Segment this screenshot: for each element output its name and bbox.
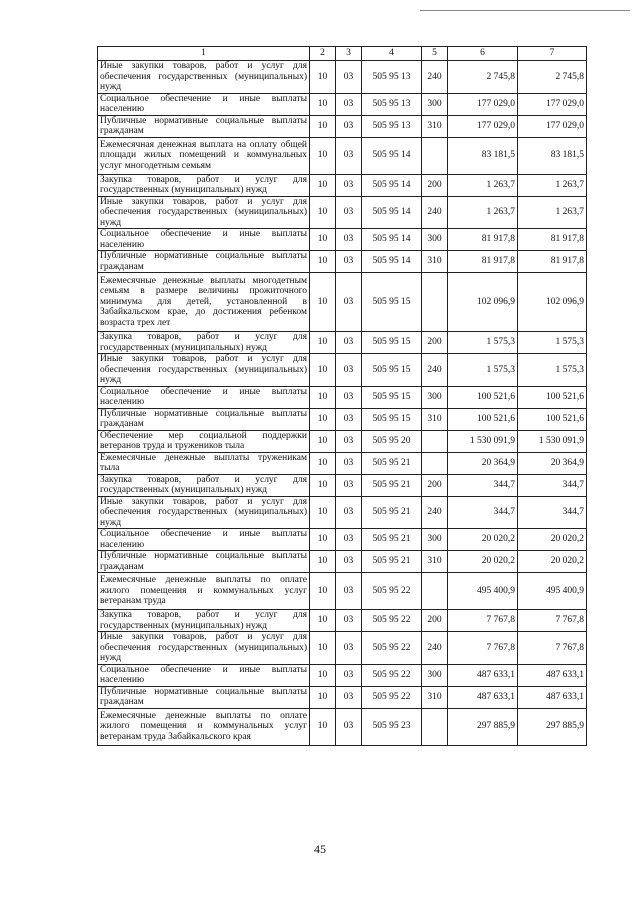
cell-rz: 10 <box>310 196 336 229</box>
cell-v1: 7 767,8 <box>448 610 518 632</box>
cell-v2: 297 885,9 <box>518 708 587 745</box>
cell-rz: 10 <box>310 273 336 332</box>
cell-v2: 344,7 <box>518 496 587 529</box>
table-row <box>98 273 587 332</box>
cell-vr: 200 <box>422 332 448 354</box>
table-body <box>98 61 587 746</box>
column-header: 1 <box>98 47 310 61</box>
cell-v2: 7 767,8 <box>518 610 587 632</box>
cell-pr: 03 <box>336 610 362 632</box>
table-row <box>98 573 587 610</box>
cell-name: Социальное обеспечение и иные выплаты населению <box>98 229 310 251</box>
table-header <box>98 47 587 61</box>
cell-v1: 81 917,8 <box>448 229 518 251</box>
cell-v1: 177 029,0 <box>448 115 518 137</box>
cell-pr: 03 <box>336 229 362 251</box>
cell-pr: 03 <box>336 93 362 115</box>
table-row <box>98 708 587 745</box>
cell-vr <box>422 273 448 332</box>
cell-vr: 240 <box>422 61 448 94</box>
cell-v2: 20 020,2 <box>518 529 587 551</box>
cell-name: Публичные нормативные социальные выплаты гражданам <box>98 251 310 273</box>
cell-name: Закупка товаров, работ и услуг для государственных (муниципальных) нужд <box>98 332 310 354</box>
cell-v1: 83 181,5 <box>448 137 518 174</box>
cell-v2: 1 263,7 <box>518 174 587 196</box>
cell-rz: 10 <box>310 354 336 387</box>
cell-rz: 10 <box>310 93 336 115</box>
budget-table <box>97 46 587 746</box>
cell-v2: 2 745,8 <box>518 61 587 94</box>
cell-rz: 10 <box>310 529 336 551</box>
cell-v2: 487 633,1 <box>518 686 587 708</box>
cell-rz: 10 <box>310 408 336 430</box>
cell-v1: 100 521,6 <box>448 386 518 408</box>
cell-vr: 300 <box>422 529 448 551</box>
cell-pr: 03 <box>336 452 362 474</box>
cell-rz: 10 <box>310 496 336 529</box>
cell-rz: 10 <box>310 686 336 708</box>
cell-v1: 1 263,7 <box>448 174 518 196</box>
cell-name: Иные закупки товаров, работ и услуг для обеспечения государственных (муниципальных) нужд <box>98 496 310 529</box>
cell-pr: 03 <box>336 354 362 387</box>
cell-vr: 300 <box>422 664 448 686</box>
cell-name: Социальное обеспечение и иные выплаты населению <box>98 386 310 408</box>
table-row <box>98 61 587 94</box>
cell-name: Закупка товаров, работ и услуг для государственных (муниципальных) нужд <box>98 474 310 496</box>
cell-v2: 487 633,1 <box>518 664 587 686</box>
cell-pr: 03 <box>336 196 362 229</box>
cell-csr: 505 95 14 <box>362 137 422 174</box>
cell-vr: 310 <box>422 408 448 430</box>
cell-csr: 505 95 15 <box>362 354 422 387</box>
cell-vr: 310 <box>422 115 448 137</box>
table-row <box>98 496 587 529</box>
cell-name: Публичные нормативные социальные выплаты гражданам <box>98 686 310 708</box>
cell-name: Публичные нормативные социальные выплаты гражданам <box>98 408 310 430</box>
cell-v2: 495 400,9 <box>518 573 587 610</box>
cell-rz: 10 <box>310 573 336 610</box>
cell-name: Публичные нормативные социальные выплаты гражданам <box>98 115 310 137</box>
cell-csr: 505 95 13 <box>362 61 422 94</box>
table-row <box>98 196 587 229</box>
cell-rz: 10 <box>310 474 336 496</box>
cell-pr: 03 <box>336 529 362 551</box>
cell-v1: 177 029,0 <box>448 93 518 115</box>
cell-csr: 505 95 15 <box>362 386 422 408</box>
cell-v1: 344,7 <box>448 496 518 529</box>
cell-vr: 300 <box>422 229 448 251</box>
table-row <box>98 686 587 708</box>
cell-csr: 505 95 22 <box>362 664 422 686</box>
cell-v2: 83 181,5 <box>518 137 587 174</box>
cell-csr: 505 95 21 <box>362 474 422 496</box>
cell-rz: 10 <box>310 229 336 251</box>
column-header: 2 <box>310 47 336 61</box>
cell-vr: 310 <box>422 551 448 573</box>
cell-pr: 03 <box>336 115 362 137</box>
cell-v1: 2 745,8 <box>448 61 518 94</box>
table-row <box>98 251 587 273</box>
cell-csr: 505 95 14 <box>362 251 422 273</box>
cell-vr: 200 <box>422 174 448 196</box>
cell-name: Ежемесячные денежные выплаты по оплате жилого помещения и коммунальных услуг ветеранам труда Забайкальского края <box>98 708 310 745</box>
cell-v2: 1 530 091,9 <box>518 430 587 452</box>
table-row <box>98 632 587 665</box>
table-row <box>98 332 587 354</box>
cell-v1: 297 885,9 <box>448 708 518 745</box>
cell-rz: 10 <box>310 452 336 474</box>
cell-rz: 10 <box>310 137 336 174</box>
cell-v1: 344,7 <box>448 474 518 496</box>
cell-csr: 505 95 13 <box>362 93 422 115</box>
table-row <box>98 408 587 430</box>
cell-vr: 300 <box>422 93 448 115</box>
cell-pr: 03 <box>336 632 362 665</box>
cell-pr: 03 <box>336 430 362 452</box>
cell-v2: 177 029,0 <box>518 93 587 115</box>
cell-v1: 102 096,9 <box>448 273 518 332</box>
cell-v2: 1 575,3 <box>518 332 587 354</box>
cell-rz: 10 <box>310 708 336 745</box>
cell-vr: 240 <box>422 496 448 529</box>
cell-name: Ежемесячные денежные выплаты многодетным семьям в размере величины прожиточного минимума для детей, установленной в Забайкальском крае, до достижения ребенком возраста трех лет <box>98 273 310 332</box>
cell-pr: 03 <box>336 61 362 94</box>
column-header: 5 <box>422 47 448 61</box>
cell-pr: 03 <box>336 474 362 496</box>
column-header: 4 <box>362 47 422 61</box>
cell-v2: 102 096,9 <box>518 273 587 332</box>
cell-pr: 03 <box>336 137 362 174</box>
cell-csr: 505 95 14 <box>362 229 422 251</box>
cell-csr: 505 95 22 <box>362 573 422 610</box>
cell-name: Социальное обеспечение и иные выплаты населению <box>98 664 310 686</box>
cell-pr: 03 <box>336 386 362 408</box>
table-row <box>98 354 587 387</box>
table-row <box>98 430 587 452</box>
cell-v1: 81 917,8 <box>448 251 518 273</box>
cell-vr <box>422 452 448 474</box>
cell-pr: 03 <box>336 174 362 196</box>
cell-pr: 03 <box>336 708 362 745</box>
table-row <box>98 452 587 474</box>
cell-csr: 505 95 21 <box>362 529 422 551</box>
cell-v1: 7 767,8 <box>448 632 518 665</box>
cell-rz: 10 <box>310 61 336 94</box>
cell-csr: 505 95 14 <box>362 174 422 196</box>
cell-csr: 505 95 15 <box>362 273 422 332</box>
cell-v1: 20 020,2 <box>448 551 518 573</box>
cell-pr: 03 <box>336 332 362 354</box>
cell-csr: 505 95 14 <box>362 196 422 229</box>
cell-csr: 505 95 21 <box>362 496 422 529</box>
cell-v1: 20 020,2 <box>448 529 518 551</box>
column-header: 3 <box>336 47 362 61</box>
cell-vr: 200 <box>422 610 448 632</box>
cell-v1: 1 263,7 <box>448 196 518 229</box>
cell-vr: 240 <box>422 354 448 387</box>
cell-vr: 310 <box>422 686 448 708</box>
cell-v1: 20 364,9 <box>448 452 518 474</box>
cell-vr <box>422 137 448 174</box>
table-row <box>98 93 587 115</box>
cell-name: Иные закупки товаров, работ и услуг для обеспечения государственных (муниципальных) нужд <box>98 196 310 229</box>
cell-v1: 487 633,1 <box>448 664 518 686</box>
cell-v2: 81 917,8 <box>518 251 587 273</box>
cell-name: Иные закупки товаров, работ и услуг для обеспечения государственных (муниципальных) нужд <box>98 354 310 387</box>
cell-vr: 200 <box>422 474 448 496</box>
cell-vr: 240 <box>422 196 448 229</box>
cell-csr: 505 95 22 <box>362 686 422 708</box>
table-row <box>98 229 587 251</box>
cell-v2: 20 020,2 <box>518 551 587 573</box>
cell-pr: 03 <box>336 686 362 708</box>
column-header: 7 <box>518 47 587 61</box>
cell-v2: 1 263,7 <box>518 196 587 229</box>
cell-csr: 505 95 20 <box>362 430 422 452</box>
cell-name: Публичные нормативные социальные выплаты гражданам <box>98 551 310 573</box>
cell-vr: 240 <box>422 632 448 665</box>
cell-vr: 300 <box>422 386 448 408</box>
cell-v1: 1 575,3 <box>448 354 518 387</box>
table-row <box>98 529 587 551</box>
table-row <box>98 137 587 174</box>
top-rule <box>420 10 630 11</box>
cell-rz: 10 <box>310 251 336 273</box>
cell-v2: 100 521,6 <box>518 386 587 408</box>
cell-name: Ежемесячная денежная выплата на оплату общей площади жилых помещений и коммунальных услуг многодетным семьям <box>98 137 310 174</box>
table-row <box>98 610 587 632</box>
cell-v2: 344,7 <box>518 474 587 496</box>
cell-csr: 505 95 15 <box>362 408 422 430</box>
cell-rz: 10 <box>310 430 336 452</box>
cell-csr: 505 95 22 <box>362 632 422 665</box>
cell-pr: 03 <box>336 273 362 332</box>
cell-rz: 10 <box>310 551 336 573</box>
cell-v1: 1 575,3 <box>448 332 518 354</box>
cell-v1: 495 400,9 <box>448 573 518 610</box>
table-row <box>98 115 587 137</box>
cell-vr <box>422 708 448 745</box>
cell-v2: 100 521,6 <box>518 408 587 430</box>
cell-vr <box>422 430 448 452</box>
cell-name: Ежемесячные денежные выплаты труженикам тыла <box>98 452 310 474</box>
cell-rz: 10 <box>310 386 336 408</box>
cell-rz: 10 <box>310 115 336 137</box>
cell-rz: 10 <box>310 610 336 632</box>
cell-pr: 03 <box>336 664 362 686</box>
cell-name: Социальное обеспечение и иные выплаты населению <box>98 93 310 115</box>
cell-pr: 03 <box>336 573 362 610</box>
cell-name: Закупка товаров, работ и услуг для государственных (муниципальных) нужд <box>98 610 310 632</box>
cell-name: Иные закупки товаров, работ и услуг для обеспечения государственных (муниципальных) нужд <box>98 61 310 94</box>
cell-rz: 10 <box>310 332 336 354</box>
cell-v1: 100 521,6 <box>448 408 518 430</box>
cell-name: Закупка товаров, работ и услуг для государственных (муниципальных) нужд <box>98 174 310 196</box>
cell-v2: 20 364,9 <box>518 452 587 474</box>
cell-csr: 505 95 22 <box>362 610 422 632</box>
cell-pr: 03 <box>336 251 362 273</box>
cell-csr: 505 95 13 <box>362 115 422 137</box>
table-row <box>98 474 587 496</box>
cell-pr: 03 <box>336 496 362 529</box>
table-row <box>98 174 587 196</box>
cell-v1: 487 633,1 <box>448 686 518 708</box>
cell-v2: 81 917,8 <box>518 229 587 251</box>
cell-vr <box>422 573 448 610</box>
cell-name: Ежемесячные денежные выплаты по оплате жилого помещения и коммунальных услуг ветеранам труда <box>98 573 310 610</box>
cell-name: Обеспечение мер социальной поддержки ветеранов труда и тружеников тыла <box>98 430 310 452</box>
cell-vr: 310 <box>422 251 448 273</box>
column-header: 6 <box>448 47 518 61</box>
cell-csr: 505 95 23 <box>362 708 422 745</box>
cell-csr: 505 95 21 <box>362 551 422 573</box>
cell-csr: 505 95 21 <box>362 452 422 474</box>
cell-rz: 10 <box>310 174 336 196</box>
cell-pr: 03 <box>336 408 362 430</box>
table-row <box>98 386 587 408</box>
cell-rz: 10 <box>310 664 336 686</box>
table-row <box>98 664 587 686</box>
cell-pr: 03 <box>336 551 362 573</box>
page-number: 45 <box>314 842 326 856</box>
cell-csr: 505 95 15 <box>362 332 422 354</box>
cell-name: Иные закупки товаров, работ и услуг для обеспечения государственных (муниципальных) нужд <box>98 632 310 665</box>
table-row <box>98 551 587 573</box>
cell-v1: 1 530 091,9 <box>448 430 518 452</box>
cell-v2: 1 575,3 <box>518 354 587 387</box>
cell-v2: 177 029,0 <box>518 115 587 137</box>
cell-v2: 7 767,8 <box>518 632 587 665</box>
cell-rz: 10 <box>310 632 336 665</box>
cell-name: Социальное обеспечение и иные выплаты населению <box>98 529 310 551</box>
